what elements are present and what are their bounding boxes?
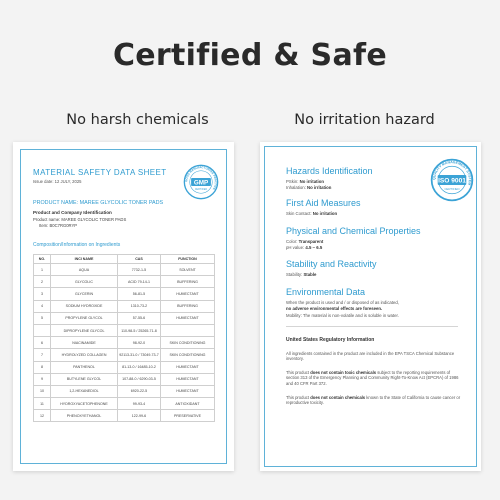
gmp-sub-text: CERTIFIED (194, 189, 208, 192)
issue-date: Issue date: 12 JULY, 2025 (33, 179, 82, 184)
item-line: Item: B0C7RG0RYP (39, 223, 78, 228)
safety-sheet (260, 142, 481, 471)
table-row: 12 PHENOXYETHANOL 122-99-6 PRESERVATIVE (34, 410, 215, 422)
hazard-line: Inhalation: No irritation (286, 185, 332, 190)
page-heading: Certified & Safe (112, 38, 388, 73)
hazards-title: Hazards Identification (286, 166, 373, 176)
environmental-title: Environmental Data (286, 287, 366, 297)
iso-badge-icon (430, 158, 474, 202)
regulatory-paragraph: This product does not contain toxic chemicals subject to the reporting requirements of section 313 of the Emergency Planning and Community Right-To-Know Act (EPCRA) of 1986 and 40 CFR Part 372. (286, 370, 459, 386)
iso-center-text: ISO 9001 (438, 177, 466, 185)
table-row: 4 SODIUM HYDROXIDE 1310-73-2 BUFFERING (34, 300, 215, 312)
stability-title: Stability and Reactivity (286, 259, 377, 269)
table-row: 3 GLYCERIN 56-81-5 HUMECTANT (34, 288, 215, 300)
iso-sub-text: CERTIFIED (444, 186, 460, 191)
regulatory-paragraph: This product does not contain chemicals known to the State of California to cause cancer or reproductive toxicity. (286, 395, 461, 406)
product-name: PRODUCT NAME: MAREE GLYCOLIC TONER PADS (33, 200, 164, 206)
divider (286, 326, 458, 327)
env-line: Mobility: The material is non-volatile and is soluble in water. (286, 313, 399, 318)
col-cas: CAS (118, 255, 161, 264)
table-row: DIPROPYLENE GLYCOL 110-98-5 / 25265-71-8 (34, 324, 215, 336)
right-caption: No irritation hazard (294, 112, 435, 128)
gmp-badge-icon (183, 164, 219, 200)
table-row: 8 PANTHENOL 81-13-0 / 16485-10-2 HUMECTANT (34, 361, 215, 373)
composition-heading: Composition/Information on Ingredients (33, 242, 121, 248)
table-row: 11 HYDROXYACETOPHENONE 99-93-4 ANTIOXIDANT (34, 398, 215, 410)
table-row: 6 NIACINAMIDE 98-92-0 SKIN CONDITIONING (34, 337, 215, 349)
identification-heading: Product and Company Identification (33, 210, 112, 215)
col-no: NO. (34, 255, 51, 264)
table-row: 2 GLYCOLIC ACID 79-14-1 BUFFERING (34, 276, 215, 288)
regulatory-title: United States Regulatory Information (286, 337, 375, 343)
iso-ring-text: QUALITY MANAGEMENT SYSTEM (432, 160, 472, 186)
gmp-ring-text: GOOD MANUFACTURING PRACTICE (184, 165, 218, 191)
table-row: 5 PROPYLENE GLYCOL 57-55-6 HUMECTANT (34, 312, 215, 324)
physchem-title: Physical and Chemical Properties (286, 226, 421, 236)
left-caption: No harsh chemicals (66, 112, 209, 128)
stability-line: Stability: Stable (286, 272, 317, 277)
env-line: no adverse environmental effects are foreseen. (286, 306, 383, 311)
col-function: FUNCTION (161, 255, 215, 264)
msds-sheet (13, 142, 234, 471)
first-aid-line: Skin Contact: No irritation (286, 211, 338, 216)
col-inci: INCI NAME (51, 255, 118, 264)
hazard-line: PSkin: No irritation (286, 179, 324, 184)
table-row: 1 AQUA 7732-1-5 SOLVENT (34, 264, 215, 276)
physchem-line: Color: Transparent (286, 239, 324, 244)
table-row: 9 BUTYLENE GLYCOL 107-88-0 / 6290-03-5 HUMECTANT (34, 373, 215, 385)
table-row: 10 1,2-HEXANEDIOL 6920-22-5 HUMECTANT (34, 385, 215, 397)
env-line: When the product is used and / or disposed of as indicated, (286, 300, 399, 305)
msds-title: MATERIAL SAFETY DATA SHEET (33, 168, 167, 177)
ingredients-table (33, 254, 215, 422)
first-aid-title: First Aid Measures (286, 198, 361, 208)
product-line: Product name: MAREE GLYCOLIC TONER PADS (33, 217, 127, 222)
physchem-line: pH value: 4.5 ~ 6.5 (286, 245, 323, 250)
gmp-center-text: GMP (193, 179, 209, 187)
regulatory-paragraph: All ingredients contained in the product are included in the EPA TSCA Chemical Substance inventory. (286, 351, 455, 362)
table-row: 7 HYDROLYZED COLLAGEN 92113-31-0 / 73049-73-7 SKIN CONDITIONING (34, 349, 215, 361)
